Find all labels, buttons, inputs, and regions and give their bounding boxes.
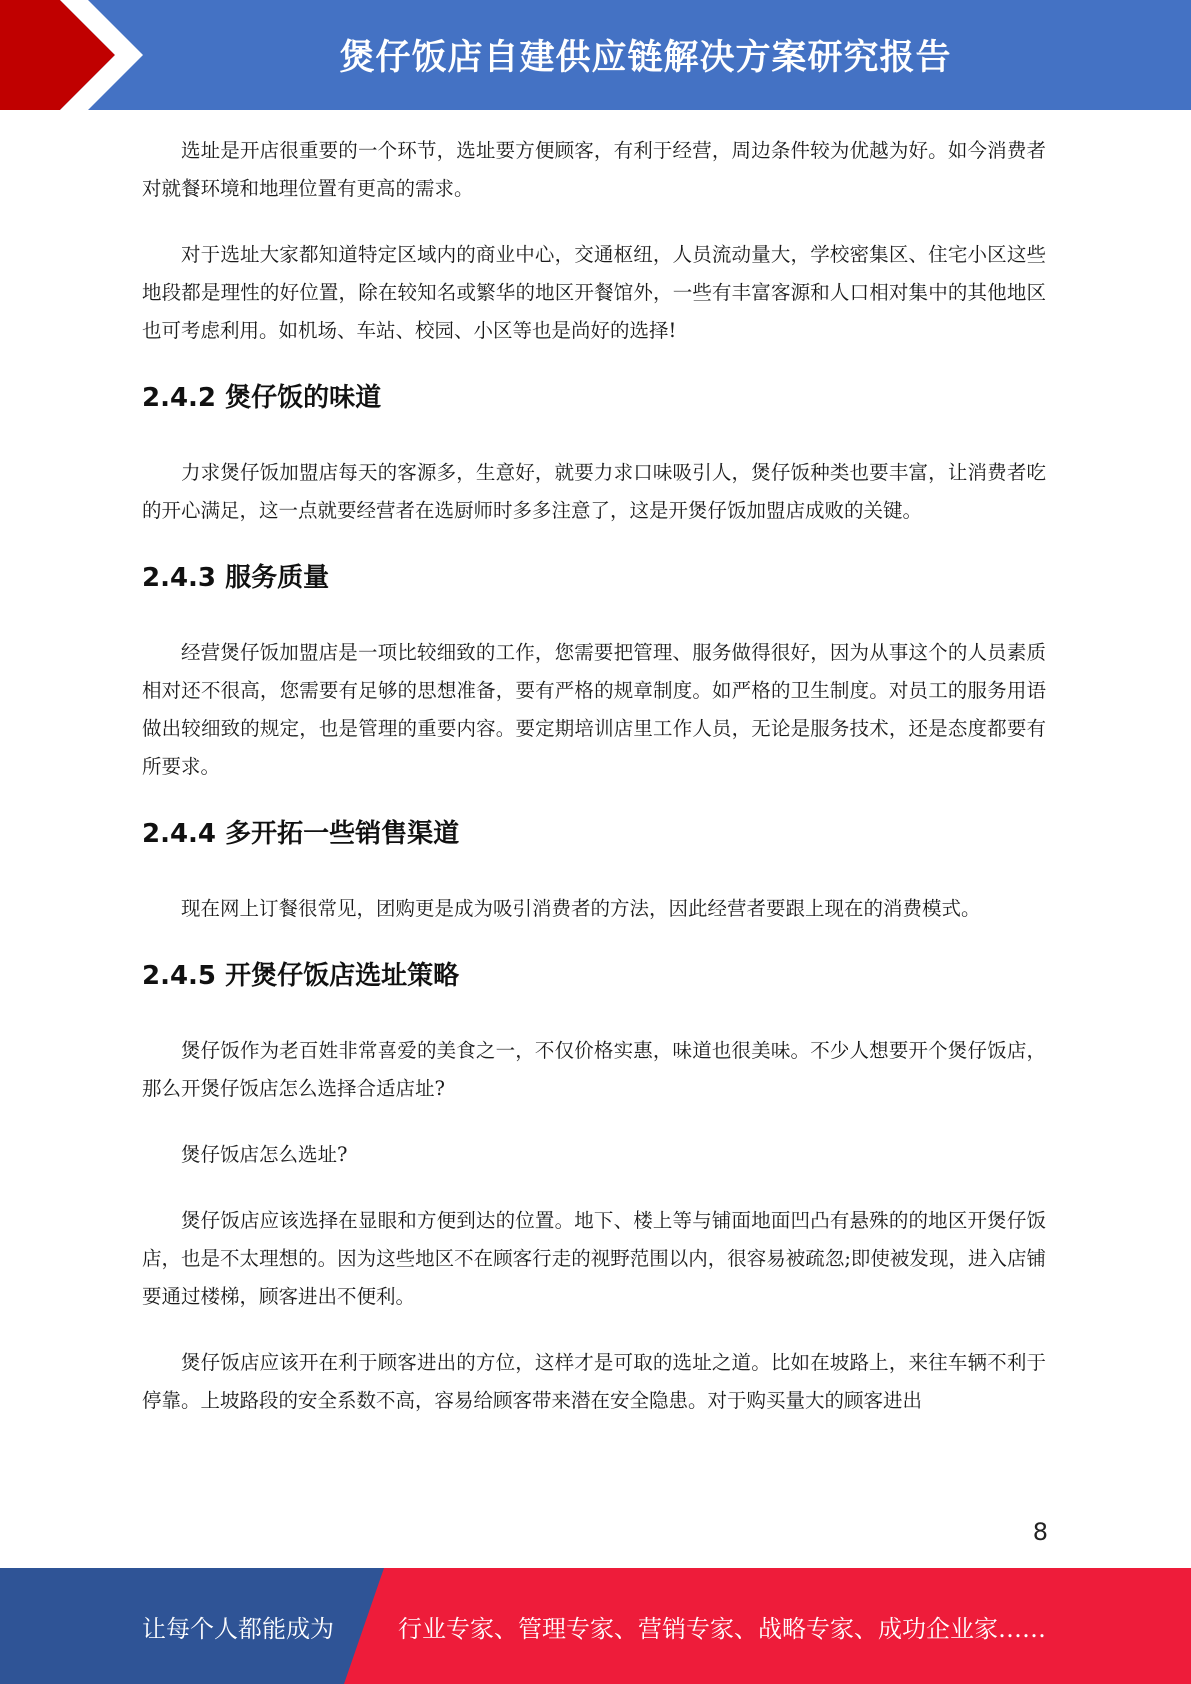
section-heading-2-4-5: 2.4.5 开煲仔饭店选址策略 (142, 961, 460, 991)
page-number: 8 (1032, 1518, 1048, 1546)
page-header (0, 0, 1191, 110)
header-arrow-decoration (0, 0, 160, 110)
section-heading-2-4-4: 2.4.4 多开拓一些销售渠道 (142, 819, 460, 849)
section-heading-2-4-2: 2.4.2 煲仔饭的味道 (142, 383, 382, 413)
paragraph: 煲仔饭店应该选择在显眼和方便到达的位置。地下、楼上等与铺面地面凹凸有悬殊的的地区开煲仔饭店，也是不太理想的。因为这些地区不在顾客行走的视野范围以内，很容易被疏忽;即使被发现，进入店铺要通过楼梯，顾客进出不便利。 (142, 1209, 1046, 1308)
document-title: 煲仔饭店自建供应链解决方案研究报告 (339, 38, 952, 78)
paragraph: 对于选址大家都知道特定区域内的商业中心，交通枢纽，人员流动量大，学校密集区、住宅小区这些地段都是理性的好位置，除在较知名或繁华的地区开餐馆外，一些有丰富客源和人口相对集中的其他地区也可考虑利用。如机场、车站、校园、小区等也是尚好的选择! (142, 243, 1046, 342)
footer-slogan-right: 行业专家、管理专家、营销专家、战略专家、成功企业家…… (398, 1614, 1046, 1643)
paragraph: 选址是开店很重要的一个环节，选址要方便顾客，有利于经营，周边条件较为优越为好。如今消费者对就餐环境和地理位置有更高的需求。 (142, 139, 1046, 200)
page-footer (0, 1568, 1191, 1684)
footer-slogan-left: 让每个人都能成为 (142, 1614, 334, 1643)
paragraph: 煲仔饭店应该开在利于顾客进出的方位，这样才是可取的选址之道。比如在坡路上，来往车辆不利于停靠。上坡路段的安全系数不高，容易给顾客带来潜在安全隐患。对于购买量大的顾客进出 (142, 1351, 1046, 1412)
paragraph: 现在网上订餐很常见，团购更是成为吸引消费者的方法，因此经营者要跟上现在的消费模式。 (181, 897, 981, 920)
paragraph: 经营煲仔饭加盟店是一项比较细致的工作，您需要把管理、服务做得很好，因为从事这个的人员素质相对还不很高，您需要有足够的思想准备，要有严格的规章制度。如严格的卫生制度。对员工的服务用语做出较细致的规定，也是管理的重要内容。要定期培训店里工作人员，无论是服务技术，还是态度都要有所要求。 (142, 641, 1046, 778)
paragraph: 力求煲仔饭加盟店每天的客源多，生意好，就要力求口味吸引人，煲仔饭种类也要丰富，让消费者吃的开心满足，这一点就要经营者在选厨师时多多注意了，这是开煲仔饭加盟店成败的关键。 (142, 461, 1046, 522)
document-body (142, 132, 1046, 1448)
paragraph: 煲仔饭店怎么选址? (181, 1143, 348, 1166)
paragraph: 煲仔饭作为老百姓非常喜爱的美食之一，不仅价格实惠，味道也很美味。不少人想要开个煲仔饭店，那么开煲仔饭店怎么选择合适店址? (142, 1039, 1046, 1100)
section-heading-2-4-3: 2.4.3 服务质量 (142, 563, 330, 593)
